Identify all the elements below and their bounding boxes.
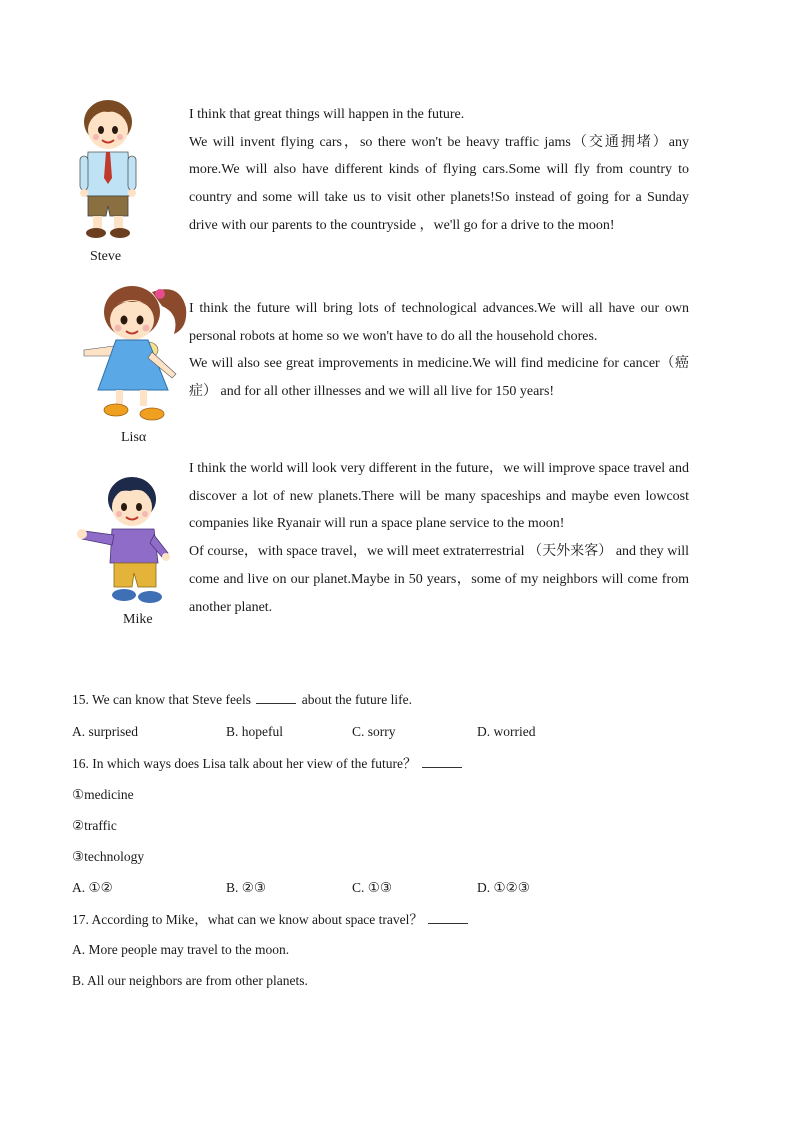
question-15-tail: about the future life.	[301, 692, 412, 707]
q16-option-c[interactable]: C. ①③	[352, 880, 392, 895]
q16-item-2: ②traffic	[72, 818, 117, 833]
mike-caption: Mike	[123, 612, 153, 627]
q15-option-d[interactable]: D. worried	[477, 724, 536, 739]
mike-paragraph-1: I think the world will look very different in the future，we will improve space travel and discover a lot of new planets.There will be many spaceships and maybe even lowcost companies like Ryanair will run a space plane service to the moon!	[189, 461, 689, 532]
answer-blank-17[interactable]	[428, 911, 468, 924]
q15-option-b[interactable]: B. hopeful	[226, 724, 283, 739]
q15-option-a[interactable]: A. surprised	[72, 724, 138, 739]
question-15-stem: 15. We can know that Steve feels	[72, 692, 251, 707]
steve-paragraph-2: We will invent flying cars，so there won't be heavy traffic jams（交通拥堵）any more.We will also have different kinds of flying cars.Some will fly from country to country and some will take us to visit other planets!So instead of going for a Sunday drive with our parents to the countryside ，we'll go for a drive to the moon!	[189, 134, 689, 233]
q16-item-1: ①medicine	[72, 787, 134, 802]
steve-paragraph-1: I think that great things will happen in the future.	[189, 107, 465, 122]
q17-option-a[interactable]: A. More people may travel to the moon.	[72, 942, 290, 957]
question-16-stem: 16. In which ways does Lisa talk about her view of the future？	[72, 756, 417, 771]
q15-option-c[interactable]: C. sorry	[352, 724, 396, 739]
mike-passage	[189, 455, 689, 621]
mike-illustration	[76, 473, 176, 609]
steve-passage	[189, 101, 689, 240]
lisa-caption: Lisα	[121, 430, 147, 445]
lisa-illustration	[76, 278, 190, 428]
question-17-stem: 17. According to Mike，what can we know about space travel？	[72, 912, 423, 927]
q16-option-a[interactable]: A. ①②	[72, 880, 113, 895]
q17-option-b[interactable]: B. All our neighbors are from other planets.	[72, 973, 308, 988]
steve-illustration	[72, 96, 144, 242]
question-17	[72, 911, 470, 929]
lisa-paragraph-2: We will also see great improvements in medicine.We will find medicine for cancer（癌症） and for all other illnesses and we will all live for 150 years!	[189, 356, 689, 400]
lisa-paragraph-1: I think the future will bring lots of technological advances.We will all have our own personal robots at home so we won't have to do all the household chores.	[189, 301, 689, 344]
q16-item-3: ③technology	[72, 849, 145, 864]
question-15	[72, 691, 412, 709]
answer-blank-16[interactable]	[422, 755, 462, 768]
answer-blank-15[interactable]	[256, 691, 296, 704]
question-16	[72, 755, 464, 773]
q16-option-b[interactable]: B. ②③	[226, 880, 266, 895]
steve-caption: Steve	[90, 249, 122, 264]
q16-option-d[interactable]: D. ①②③	[477, 880, 530, 895]
mike-paragraph-2: Of course，with space travel，we will meet extraterrestrial （天外来客） and they will come and live on our planet.Maybe in 50 years，some of my neighbors will come from another planet.	[189, 544, 689, 615]
lisa-passage	[189, 295, 689, 406]
